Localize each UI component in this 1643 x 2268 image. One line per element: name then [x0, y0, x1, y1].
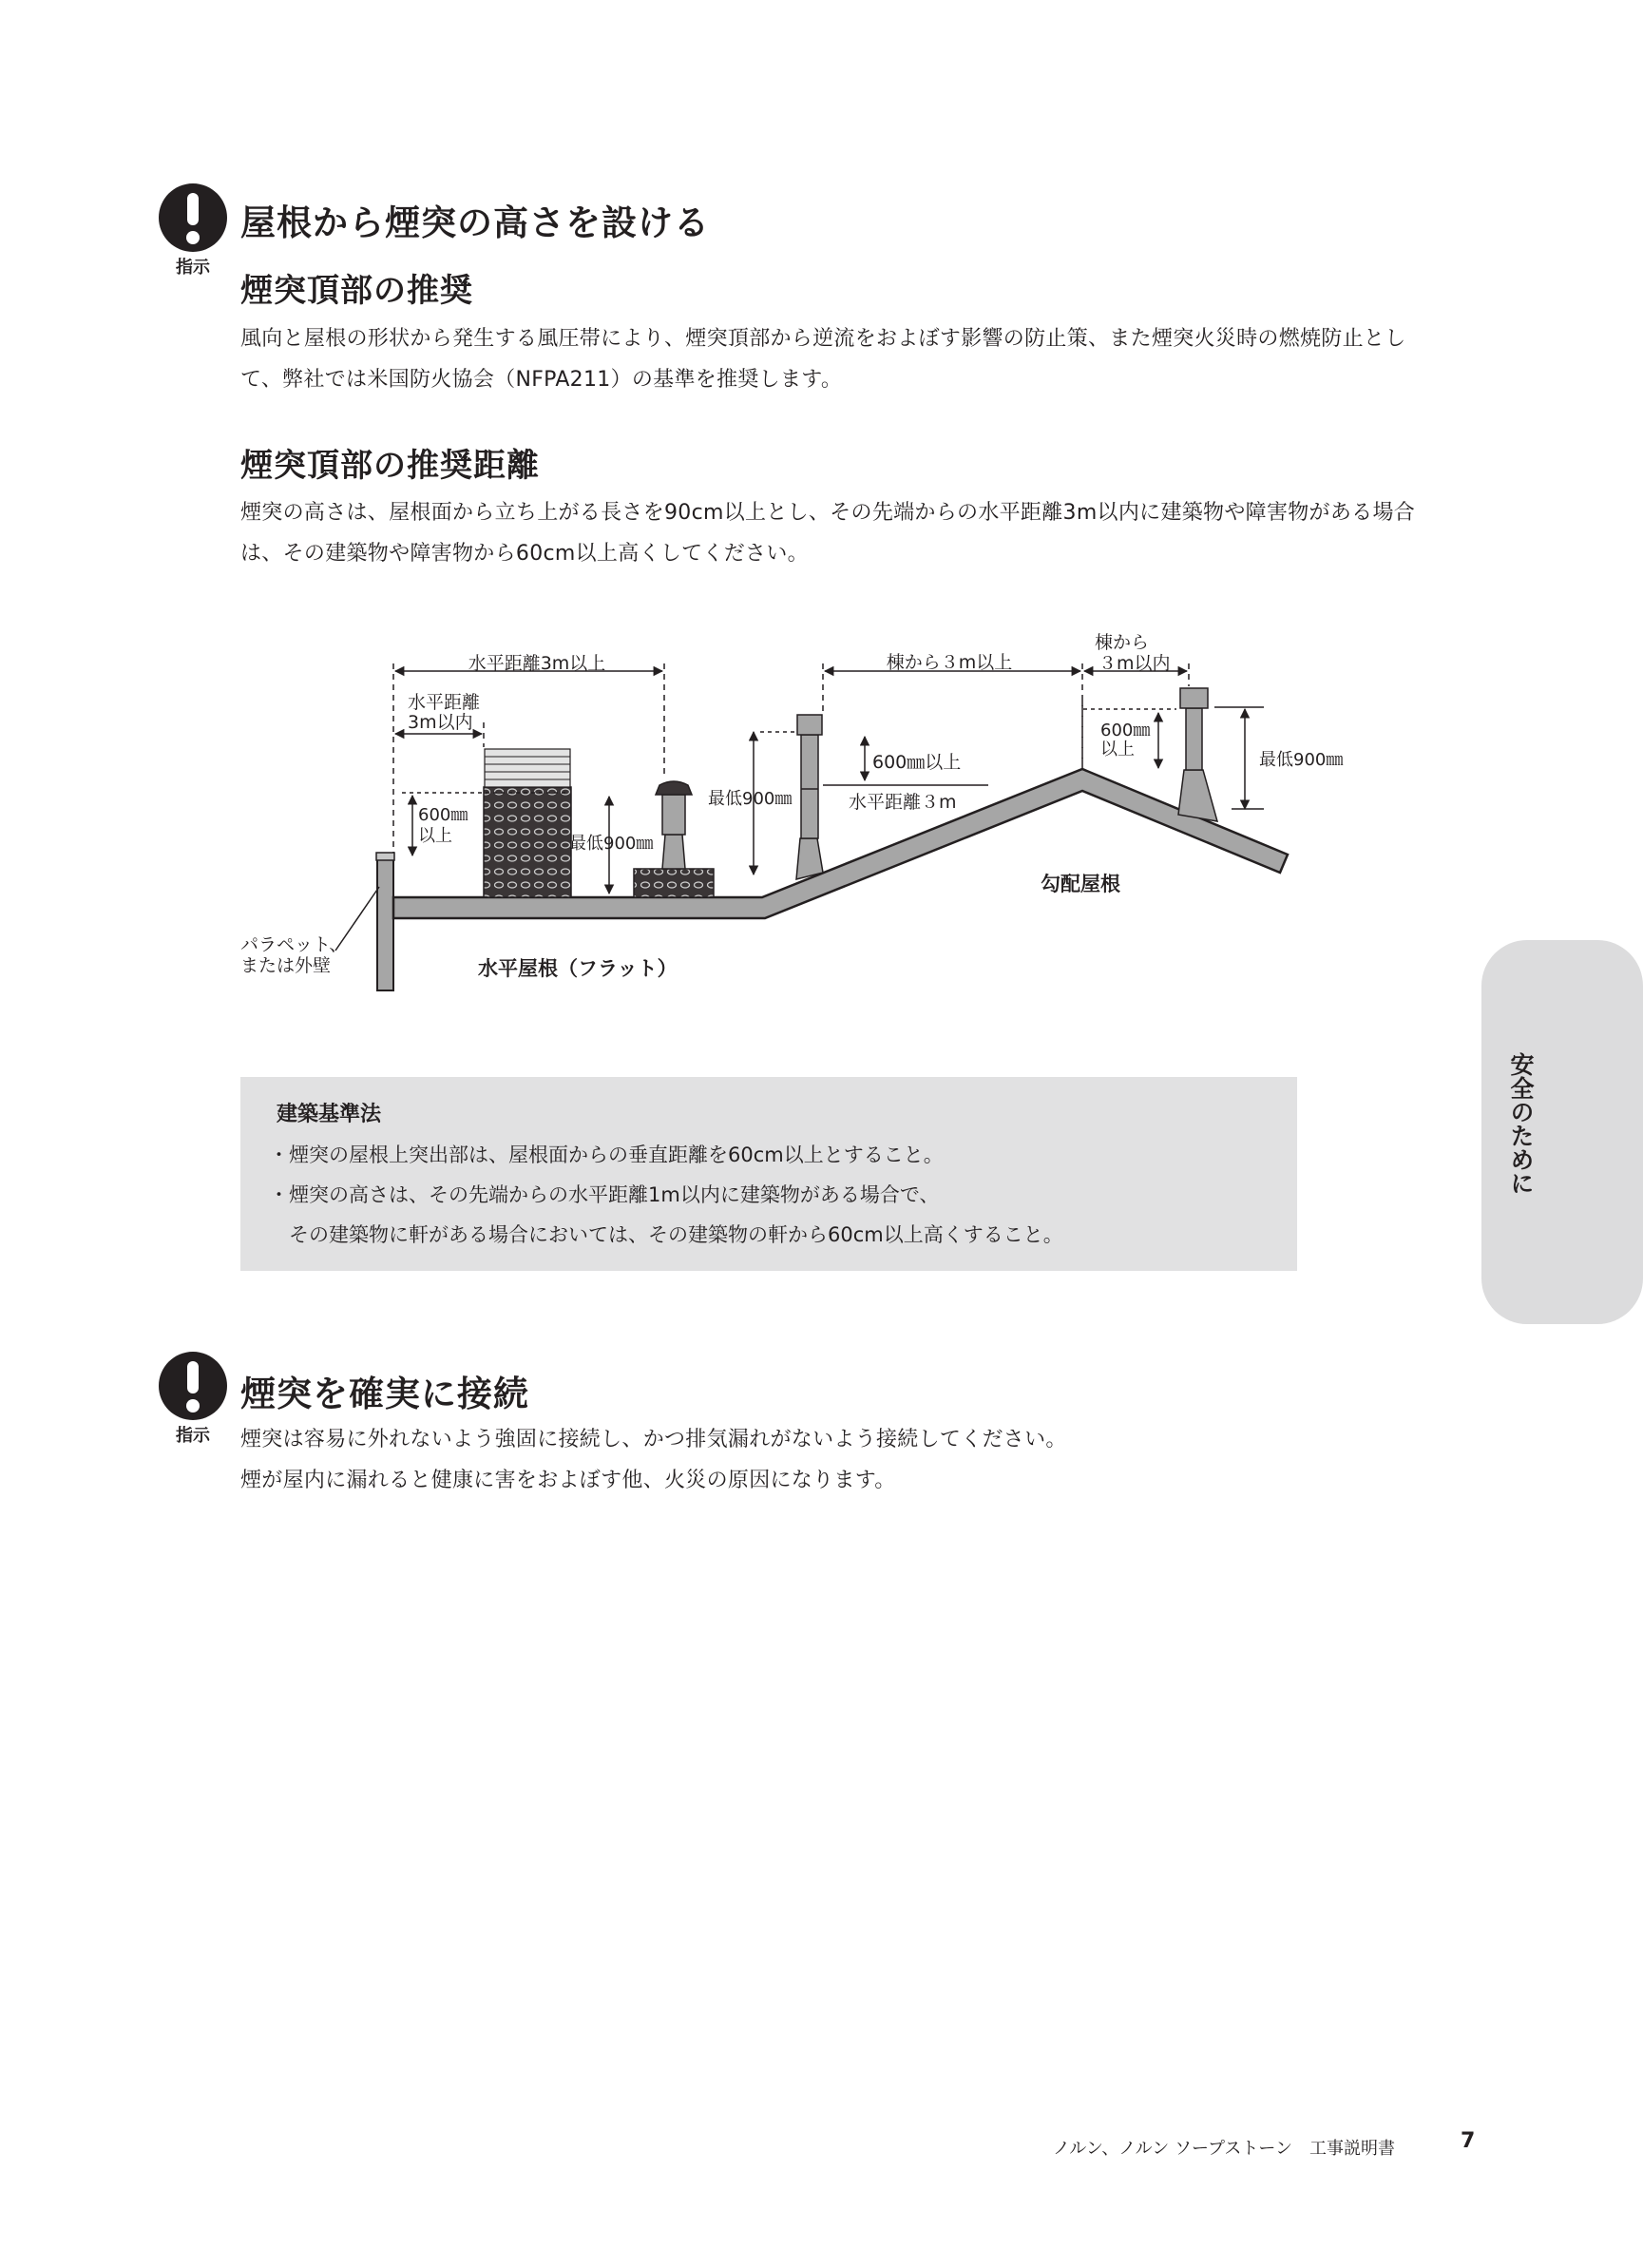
metal-chimney-slope	[796, 715, 823, 879]
icon-label-instruction: 指示	[176, 1426, 210, 1446]
metal-chimney-ridge	[1178, 688, 1217, 821]
exclamation-warning-icon	[159, 1352, 227, 1420]
law-box-line: ・煙突の高さは、その先端からの水平距離1m以内に建築物がある場合で、	[269, 1183, 940, 1206]
footer-manual-title: ノルン、ノルン ソープストーン 工事説明書	[1053, 2139, 1395, 2159]
label-from-ridge: 棟から３m以上	[886, 652, 1013, 673]
paragraph-line: は、その建築物や障害物から60cm以上高くしてください。	[240, 542, 809, 566]
label-ridge-within: ３m以内	[1099, 653, 1171, 674]
chimney-height-diagram	[228, 618, 1344, 1008]
label-600mm-c: 600㎜	[1100, 721, 1151, 740]
recommendation-paragraph	[240, 318, 1457, 400]
subheading-recommended-distance: 煙突頂部の推奨距離	[240, 447, 540, 485]
law-box-line: ・煙突の屋根上突出部は、屋根面からの垂直距離を60cm以上とすること。	[269, 1144, 944, 1166]
label-600mm: 以上	[418, 826, 452, 846]
paragraph-line: 煙突の高さは、屋根面から立ち上がる長さを90cm以上とし、その先端からの水平距離3m以内に建築物や障害物がある場合	[240, 501, 1416, 525]
label-horizontal-3m-b: 水平距離３m	[849, 792, 957, 813]
label-min-900mm: 最低900㎜	[708, 789, 793, 809]
label-600mm-c: 以上	[1100, 740, 1135, 759]
label-horizontal-within: 3m以内	[408, 712, 473, 733]
building-law-box	[240, 1077, 1297, 1271]
section-heading: 屋根から煙突の高さを設ける	[240, 202, 710, 243]
icon-label-instruction: 指示	[176, 258, 210, 278]
label-parapet: パラペット、	[240, 934, 348, 955]
label-min-900mm: 最低900㎜	[569, 834, 654, 854]
distance-paragraph	[240, 492, 1457, 574]
paragraph-line: 煙が屋内に漏れると健康に害をおよぼす他、火災の原因になります。	[240, 1469, 896, 1492]
page-number: 7	[1461, 2129, 1476, 2153]
label-ridge-within: 棟から	[1095, 632, 1150, 653]
side-tab-label: 安全のために	[1507, 1052, 1535, 1195]
label-min-900mm-c: 最低900㎜	[1259, 750, 1344, 770]
paragraph-line: て、弊社では米国防火協会（NFPA211）の基準を推奨します。	[240, 368, 843, 392]
connect-paragraph	[240, 1419, 1457, 1501]
label-flat-roof: 水平屋根（フラット）	[478, 957, 678, 980]
label-parapet: または外壁	[240, 955, 332, 976]
paragraph-line: 風向と屋根の形状から発生する風圧帯により、煙突頂部から逆流をおよぼす影響の防止策、また煙突火災時の燃焼防止とし	[240, 327, 1406, 351]
label-horizontal-3m: 水平距離3m以上	[468, 653, 606, 674]
exclamation-warning-icon	[159, 183, 227, 252]
paragraph-line: 煙突は容易に外れないよう強固に接続し、かつ排気漏れがないよう接続してください。	[240, 1428, 1067, 1451]
law-box-line: その建築物に軒がある場合においては、その建築物の軒から60cm以上高くすること。	[269, 1223, 1063, 1246]
label-horizontal-within: 水平距離	[408, 692, 481, 713]
section-heading-connect: 煙突を確実に接続	[240, 1374, 529, 1414]
stone-chimney	[484, 749, 571, 897]
label-pitched-roof: 勾配屋根	[1041, 873, 1120, 895]
label-600mm: 600㎜	[418, 805, 468, 825]
parapet-wall	[376, 853, 394, 990]
subheading-recommendation: 煙突頂部の推奨	[240, 272, 473, 310]
law-box-title: 建築基準法	[277, 1103, 382, 1126]
label-600mm-above: 600㎜以上	[872, 752, 962, 773]
